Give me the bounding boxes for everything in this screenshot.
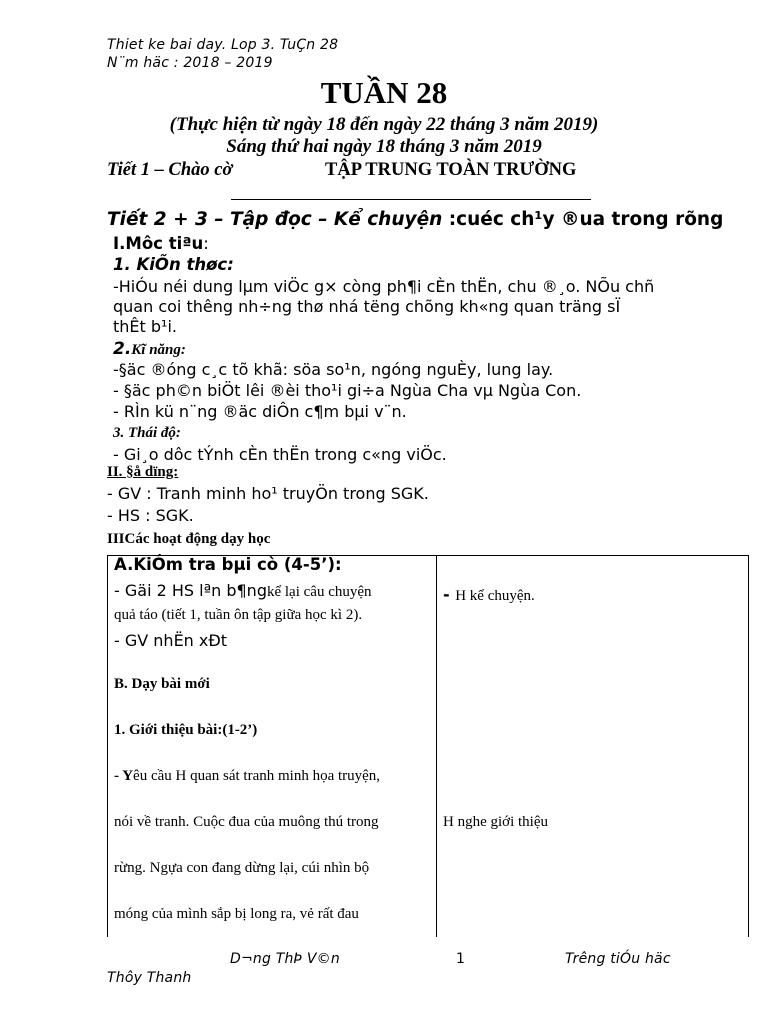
review-heading: A.KiÓm tra bµi cò (4-5’): xyxy=(114,555,342,574)
materials-line-1: - GV : Tranh minh ho¹ truyÖn trong SGK. xyxy=(107,484,429,503)
review-line-2: quả táo (tiết 1, tuần ôn tập giữa học kì 2). xyxy=(114,607,363,623)
student-activity-1-text: H kể chuyện. xyxy=(455,588,535,604)
teacher-activities-cell xyxy=(108,556,437,938)
student-activity-1 xyxy=(443,585,535,605)
activities-table xyxy=(107,555,749,937)
footer-school-name: Thôy Thanh xyxy=(107,970,192,986)
attitude-heading: 3. Thái độ: xyxy=(113,425,181,441)
knowledge-line-2: quan coi thêng nh÷ng thø nhá tëng chõng kh«ng quan träng sÏ xyxy=(113,297,621,316)
skills-line-2: - §äc ph©n biÖt lêi ®èi tho¹i gi÷a Ngùa Cha vµ Ngùa Con. xyxy=(113,381,582,400)
skills-heading xyxy=(113,339,186,359)
attitude-line-1: - Gi¸o dôc tÝnh cÈn thËn trong c«ng viÖc. xyxy=(113,445,447,464)
intro-desc-line-4: móng của mình sắp bị long ra, vẻ rất đau xyxy=(114,906,359,922)
divider xyxy=(231,199,591,200)
knowledge-line-1: -HiÓu néi dung lµm viÖc g× còng ph¶i cÈn thËn, chu ®¸o. NÕu chñ xyxy=(113,277,655,296)
skills-line-3: - RÌn kü n¨ng ®äc diÔn c¶m bµi v¨n. xyxy=(113,402,407,421)
period23-label: Tiết 2 + 3 – Tập đọc – Kể chuyện xyxy=(107,209,443,230)
new-lesson-heading: B. Dạy bài mới xyxy=(114,676,210,692)
skills-heading-num: 2. xyxy=(113,339,132,359)
knowledge-heading: 1. KiÕn thøc: xyxy=(113,255,234,274)
student-activity-2: H nghe giới thiệu xyxy=(443,814,548,830)
intro-desc-line-3: rừng. Ngựa con đang dừng lại, cúi nhìn bộ xyxy=(114,860,370,876)
intro-desc-line-1 xyxy=(114,768,380,785)
period23-topic: :cuéc ch¹y ®ua trong rõng xyxy=(442,209,724,230)
objectives-heading-colon: : xyxy=(203,234,209,253)
review-line-1-part-b: kể lại câu chuyện xyxy=(266,584,372,600)
footer-author: D¬ng ThÞ V©n xyxy=(230,951,340,967)
objectives-heading-text: I.Môc tiªu xyxy=(113,234,204,253)
intro-desc-line-1-text: êu cầu H quan sát tranh minh họa truyện, xyxy=(133,768,381,784)
header-year-line: N¨m häc : 2018 – 2019 xyxy=(107,55,273,71)
student-activities-cell xyxy=(437,556,749,938)
header-lesson-line: Thiet ke bai day. Lop 3. TuÇn 28 xyxy=(107,37,339,53)
objectives-heading xyxy=(113,234,209,253)
skills-heading-text: Kĩ năng: xyxy=(131,342,186,358)
period1-label: Tiết 1 – Chào cờ xyxy=(107,160,233,180)
page-title: TUẦN 28 xyxy=(320,75,448,110)
intro-heading: 1. Giới thiệu bài:(1-2’) xyxy=(114,722,258,738)
review-line-1 xyxy=(114,581,372,601)
materials-line-2: - HS : SGK. xyxy=(107,506,194,525)
session-date: Sáng thứ hai ngày 18 tháng 3 năm 2019 xyxy=(226,136,542,157)
page-number: 1 xyxy=(456,951,465,967)
knowledge-line-3: thÊt b¹i. xyxy=(113,317,177,336)
skills-line-1: -§äc ®óng c¸c tõ khã: söa so¹n, ngóng nguÈy, lung lay. xyxy=(113,360,554,379)
activities-heading: IIICác hoạt động dạy học xyxy=(107,531,271,547)
footer-school: Trêng tiÓu häc xyxy=(565,951,671,967)
intro-desc-prefix: - Y xyxy=(114,768,134,784)
student-activity-1-dash: - xyxy=(443,585,456,604)
period23-heading xyxy=(107,209,723,230)
review-line-3: - GV nhËn xÐt xyxy=(114,631,228,650)
period1-topic: TẬP TRUNG TOÀN TRƯỜNG xyxy=(325,160,577,180)
review-line-1-part-a: - Gäi 2 HS lªn b¶ng xyxy=(114,581,267,600)
materials-heading: II. §å dïng: xyxy=(107,464,179,480)
intro-desc-line-2: nói về tranh. Cuộc đua của muông thú trong xyxy=(114,814,379,830)
date-range: (Thực hiện từ ngày 18 đến ngày 22 tháng 3 năm 2019) xyxy=(169,114,599,135)
